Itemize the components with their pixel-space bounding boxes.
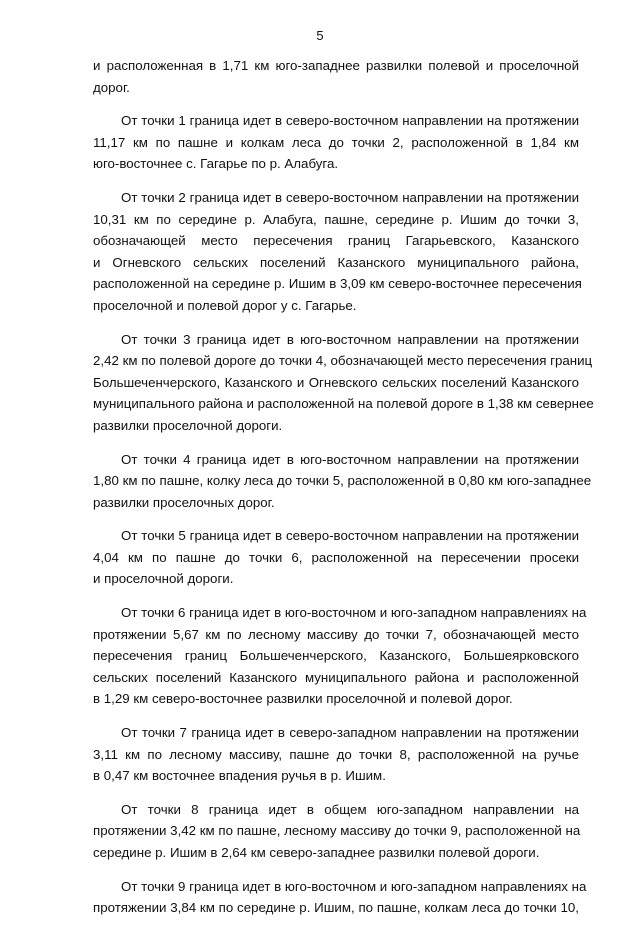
text-line: От точки 6 граница идет в юго-восточном и юго-западном направлениях на [121,605,587,621]
text-line: обозначающей место пересечения границ Гагарьевского, Казанского [93,233,579,249]
text-line: юго-восточнее с. Гагарье по р. Алабуга. [93,156,339,172]
text-line: От точки 7 граница идет в северо-западном направлении на протяжении [121,725,579,741]
text-line: и расположенная в 1,71 км юго-западнее развилки полевой и проселочной [93,58,579,73]
text-line: От точки 3 граница идет в юго-восточном направлении на протяжении [121,331,579,347]
paragraph [93,187,582,317]
text-line: пересечения границ Большеченчерского, Казанского, Большеярковского [93,648,579,664]
text-line: дорог. [93,79,130,95]
text-line: 1,80 км по пашне, колку леса до точки 5, расположенной в 0,80 км юго-западнее [93,473,592,489]
text-line: протяжении 5,67 км по лесному массиву до точки 7, обозначающей место [93,626,579,642]
text-line: сельских поселений Казанского муниципального района и расположенной [93,669,579,685]
paragraph [93,602,587,710]
paragraph [93,110,579,175]
text-line: 4,04 км по пашне до точки 6, расположенной на пересечении просеки [93,549,579,565]
text-line: расположенной на середине р. Ишим в 3,09 км северо-восточнее пересечения [93,276,582,292]
paragraph [93,876,587,919]
text-line: проселочной и полевой дорог у с. Гагарье. [93,297,357,313]
text-line: От точки 9 граница идет в юго-восточном и юго-западном направлениях на [121,878,587,894]
text-line: 3,11 км по лесному массиву, пашне до точки 8, расположенной на ручье [93,746,579,762]
paragraph [93,525,579,590]
text-line: развилки проселочных дорог. [93,494,275,510]
text-line: в 1,29 км северо-восточнее развилки проселочной и полевой дорог. [93,691,513,707]
text-line: в 0,47 км восточнее впадения ручья в р. Ишим. [93,768,386,784]
text-line: муниципального района и расположенной на полевой дороге в 1,38 км севернее [93,396,594,412]
text-line: развилки проселочной дороги. [93,417,283,433]
paragraph [93,722,579,787]
text-line: середине р. Ишим в 2,64 км северо-западнее развилки полевой дороги. [93,845,540,860]
text-line: Большеченчерского, Казанского и Огневского сельских поселений Казанского [93,374,579,390]
paragraph [93,449,592,514]
text-line: От точки 1 граница идет в северо-восточном направлении на протяжении [121,113,579,129]
text-line: От точки 8 граница идет в общем юго-западном направлении на [121,801,579,817]
text-line: 10,31 км по середине р. Алабуга, пашне, середине р. Ишим до точки 3, [93,211,579,227]
text-line: 2,42 км по полевой дороге до точки 4, обозначающей место пересечения границ [93,353,593,369]
text-line: От точки 2 граница идет в северо-восточном направлении на протяжении [121,189,579,205]
text-line: протяжении 3,42 км по пашне, лесному массиву до точки 9, расположенной на [93,823,581,839]
text-line: протяжении 3,84 км по середине р. Ишим, по пашне, колкам леса до точки 10, [93,900,579,916]
paragraph [93,55,579,98]
page-number: 5 [316,28,324,43]
text-line: 11,17 км по пашне и колкам леса до точки 2, расположенной в 1,84 км [93,134,579,150]
document-body [93,55,594,931]
paragraph [93,329,594,437]
text-line: От точки 4 граница идет в юго-восточном направлении на протяжении [121,451,579,467]
text-line: и Огневского сельских поселений Казанского муниципального района, [93,254,579,270]
text-line: и проселочной дороги. [93,571,234,587]
text-line: От точки 5 граница идет в северо-восточном направлении на протяжении [121,528,579,544]
paragraph [93,799,579,864]
